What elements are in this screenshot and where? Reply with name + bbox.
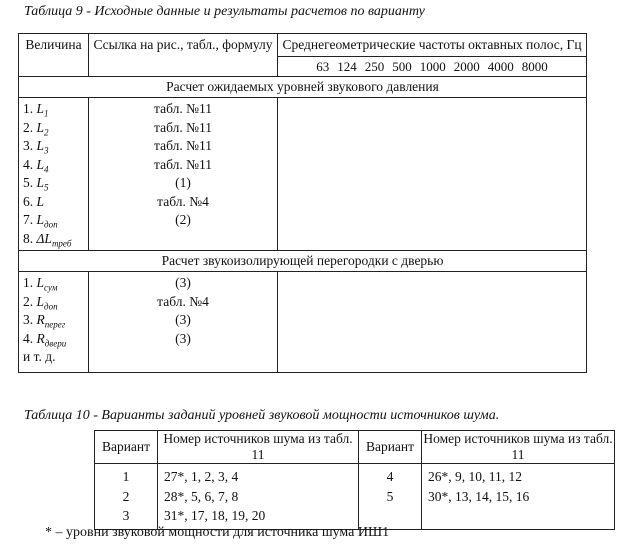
quantity-symbol-letter: L bbox=[36, 275, 45, 290]
reference-item: (2) bbox=[175, 212, 191, 227]
quantity-item bbox=[23, 100, 88, 119]
quantity-item bbox=[23, 348, 88, 367]
quantity-number: 2. bbox=[23, 119, 34, 135]
quantity-number: 1. bbox=[23, 275, 34, 290]
reference-item: (1) bbox=[175, 175, 191, 190]
frequency-label: 250 bbox=[364, 58, 385, 74]
header-frequencies: Среднегеометрические частоты октавных полос, Гц bbox=[278, 34, 587, 57]
quantity-symbol-letter: L bbox=[36, 119, 45, 135]
reference-item: табл. №11 bbox=[154, 156, 212, 172]
quantity-subscript: 3 bbox=[44, 145, 49, 156]
quantity-symbol bbox=[36, 119, 49, 138]
frequency-label: 4000 bbox=[487, 58, 514, 74]
quantity-item bbox=[23, 330, 88, 349]
quantity-number: 4. bbox=[23, 156, 34, 172]
frequency-label: 8000 bbox=[521, 58, 548, 74]
quantity-symbol-letter: L bbox=[36, 212, 45, 227]
quantity-subscript: перег bbox=[44, 319, 66, 330]
quantity-symbol-letter: L bbox=[36, 293, 45, 309]
quantity-symbol bbox=[36, 101, 49, 119]
quantity-symbol-letter: L bbox=[36, 101, 45, 116]
reference-item bbox=[89, 230, 277, 249]
quantity-number: 3. bbox=[23, 312, 34, 327]
table10-caption: Таблица 10 - Варианты заданий уровней звуковой мощности источников шума. bbox=[24, 408, 500, 423]
header-sources-left: Номер источников шума из табл. 11 bbox=[158, 431, 359, 464]
quantity-symbol bbox=[36, 138, 49, 156]
quantity-symbol bbox=[36, 312, 66, 330]
quantity-number: 4. bbox=[23, 330, 34, 346]
section2-title: Расчет звукоизолирующей перегородки с дверью bbox=[19, 251, 587, 272]
source-list: 27*, 1, 2, 3, 4 bbox=[164, 469, 239, 484]
quantity-item bbox=[23, 230, 88, 249]
section2-values bbox=[278, 272, 587, 373]
reference-item: табл. №11 bbox=[154, 138, 212, 153]
variant-number: 3 bbox=[122, 508, 130, 523]
header-sources-right: Номер источников шума из табл. 11 bbox=[423, 431, 613, 462]
frequency-label: 124 bbox=[337, 58, 357, 74]
table9-caption: Таблица 9 - Исходные данные и результаты расчетов по варианту bbox=[24, 4, 425, 19]
variant-number: 5 bbox=[386, 488, 394, 504]
section1-values bbox=[278, 98, 587, 251]
variants-right bbox=[359, 464, 422, 530]
header-quantity: Величина bbox=[19, 34, 89, 77]
frequency-label: 500 bbox=[392, 58, 412, 74]
quantity-symbol bbox=[36, 230, 72, 249]
quantity-item bbox=[23, 293, 88, 312]
quantity-number: 2. bbox=[23, 293, 34, 309]
source-list: 26*, 9, 10, 11, 12 bbox=[428, 469, 522, 484]
quantity-symbol-letter: R bbox=[36, 330, 45, 346]
quantity-number: 3. bbox=[23, 138, 34, 153]
quantity-symbol bbox=[36, 330, 67, 349]
quantity-subscript: доп bbox=[44, 219, 58, 230]
source-list: 30*, 13, 14, 15, 16 bbox=[428, 488, 530, 504]
quantity-number: 7. bbox=[23, 212, 34, 227]
quantity-subscript: доп bbox=[44, 301, 58, 312]
source-list: 28*, 5, 6, 7, 8 bbox=[164, 488, 239, 504]
frequency-row bbox=[278, 57, 587, 77]
quantity-symbol bbox=[36, 156, 49, 175]
quantity-symbol-letter: ΔL bbox=[36, 230, 52, 246]
variants-table bbox=[94, 430, 615, 530]
section1-title: Расчет ожидаемых уровней звукового давления bbox=[19, 77, 587, 98]
reference-item: (3) bbox=[175, 312, 191, 327]
quantity-item bbox=[23, 274, 88, 293]
quantity-number: 5. bbox=[23, 175, 34, 190]
quantity-item bbox=[23, 137, 88, 156]
section1-quantities bbox=[19, 98, 89, 251]
quantity-subscript: 2 bbox=[44, 127, 49, 138]
section2-quantities bbox=[19, 272, 89, 373]
frequency-label: 2000 bbox=[453, 58, 480, 74]
reference-item: табл. №4 bbox=[157, 293, 209, 309]
quantity-subscript: 1 bbox=[44, 108, 49, 119]
reference-item: табл. №11 bbox=[154, 101, 212, 116]
header-reference: Ссылка на рис., табл., формулу bbox=[89, 34, 278, 77]
reference-item: (3) bbox=[175, 330, 191, 346]
quantity-symbol bbox=[36, 275, 58, 293]
quantity-subscript: 4 bbox=[44, 164, 49, 175]
quantity-item bbox=[23, 211, 88, 230]
variant-number: 1 bbox=[122, 469, 130, 484]
variants-left bbox=[95, 464, 158, 530]
quantity-symbol bbox=[36, 175, 49, 193]
reference-item: (3) bbox=[175, 275, 191, 290]
section1-references bbox=[89, 98, 278, 251]
header-variant-left: Вариант bbox=[95, 431, 158, 464]
quantity-item bbox=[23, 311, 88, 330]
results-table bbox=[18, 33, 587, 373]
quantity-subscript: 5 bbox=[44, 182, 49, 193]
section2-references bbox=[89, 272, 278, 373]
quantity-symbol-letter: L bbox=[36, 193, 45, 209]
variant-number: 2 bbox=[122, 488, 130, 504]
quantity-number: 1. bbox=[23, 101, 34, 116]
quantity-item bbox=[23, 156, 88, 175]
quantity-number: 6. bbox=[23, 193, 34, 209]
reference-item bbox=[89, 348, 277, 367]
quantity-subscript: сум bbox=[44, 282, 58, 293]
quantity-symbol bbox=[36, 293, 58, 312]
quantity-symbol-letter: L bbox=[36, 175, 45, 190]
quantity-subscript: двери bbox=[44, 338, 67, 349]
quantity-item bbox=[23, 119, 88, 138]
quantity-symbol bbox=[37, 194, 45, 209]
quantity-number: и т. д. bbox=[23, 349, 56, 364]
sources-right bbox=[422, 464, 615, 530]
quantity-item bbox=[23, 174, 88, 193]
variant-number: 4 bbox=[386, 469, 394, 484]
quantity-symbol-letter: L bbox=[36, 138, 45, 153]
quantity-symbol bbox=[36, 212, 58, 230]
reference-item: табл. №11 bbox=[154, 119, 212, 135]
quantity-item bbox=[23, 193, 88, 212]
quantity-number: 8. bbox=[23, 230, 34, 246]
quantity-subscript: треб bbox=[51, 238, 72, 249]
sources-left bbox=[158, 464, 359, 530]
quantity-symbol-letter: R bbox=[36, 312, 45, 327]
quantity-symbol-letter: L bbox=[36, 156, 45, 172]
header-variant-right: Вариант bbox=[359, 431, 422, 464]
frequency-label: 1000 bbox=[419, 58, 446, 74]
frequency-label: 63 bbox=[316, 58, 330, 74]
source-list: 31*, 17, 18, 19, 20 bbox=[164, 508, 266, 523]
footnote: * – уровни звуковой мощности для источника шума ИШ1 bbox=[45, 525, 390, 540]
reference-item: табл. №4 bbox=[157, 193, 209, 209]
